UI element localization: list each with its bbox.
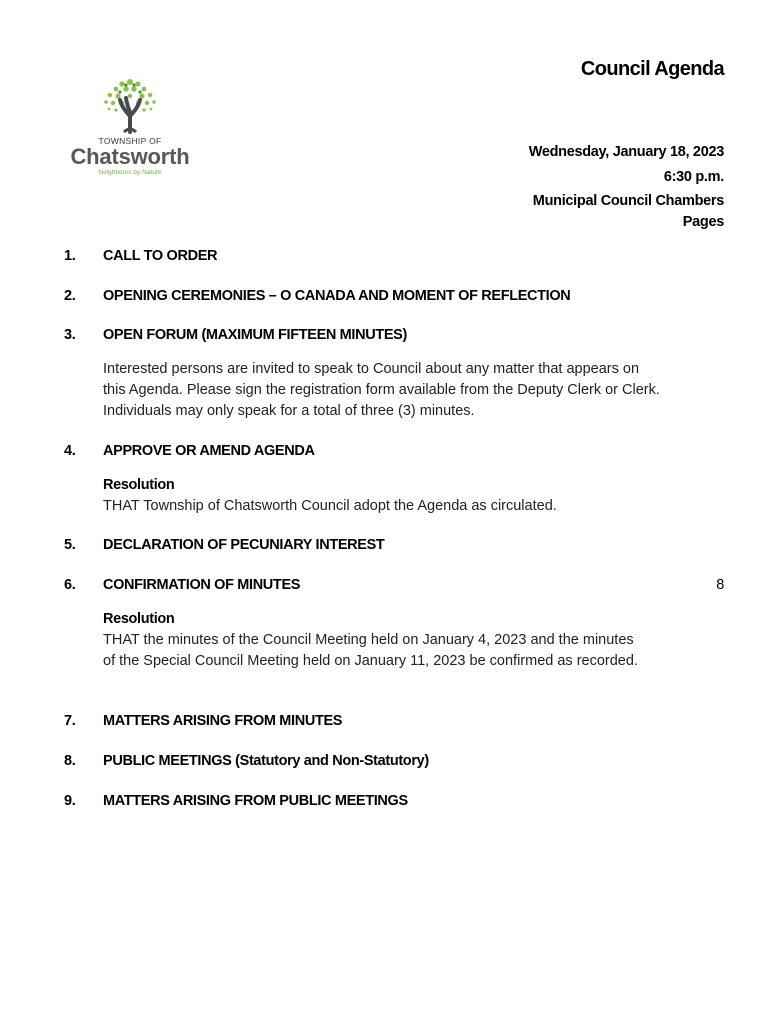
item-number: 5. bbox=[64, 537, 76, 553]
township-logo bbox=[66, 76, 194, 186]
item-number: 7. bbox=[64, 713, 76, 729]
meeting-time: 6:30 p.m. bbox=[663, 169, 724, 185]
resolution-label: Resolution bbox=[103, 477, 175, 493]
item-title: DECLARATION OF PECUNIARY INTEREST bbox=[103, 537, 385, 553]
item-description: Interested persons are invited to speak to Council about any matter that appears on this Agenda. Please sign the registration form available from the Deputy Clerk or Clerk. Individuals may only speak for a total of three (3) minutes. bbox=[103, 361, 660, 419]
resolution-text: THAT Township of Chatsworth Council adopt the Agenda as circulated. bbox=[103, 498, 557, 514]
item-title: PUBLIC MEETINGS (Statutory and Non-Statutory) bbox=[103, 753, 429, 769]
item-title: CONFIRMATION OF MINUTES bbox=[103, 577, 301, 593]
logo-name: Chatsworth bbox=[70, 144, 190, 169]
page-number: 8 bbox=[716, 577, 724, 593]
item-number: 4. bbox=[64, 443, 76, 459]
item-title: OPEN FORUM (MAXIMUM FIFTEEN MINUTES) bbox=[103, 327, 407, 343]
resolution-text: THAT the minutes of the Council Meeting held on January 4, 2023 and the minutes of the Special Council Meeting held on January 11, 2023 be confirmed as recorded. bbox=[103, 632, 638, 669]
logo-line1: TOWNSHIP OF bbox=[98, 136, 162, 146]
item-number: 9. bbox=[64, 793, 76, 809]
item-title: MATTERS ARISING FROM PUBLIC MEETINGS bbox=[103, 793, 408, 809]
pages-column-label: Pages bbox=[682, 214, 724, 230]
meeting-date: Wednesday, January 18, 2023 bbox=[528, 144, 724, 160]
item-number: 3. bbox=[64, 327, 76, 343]
item-title: MATTERS ARISING FROM MINUTES bbox=[103, 713, 343, 729]
item-number: 1. bbox=[64, 248, 76, 264]
meeting-location: Municipal Council Chambers bbox=[532, 193, 724, 209]
item-title: OPENING CEREMONIES – O CANADA AND MOMENT OF REFLECTION bbox=[103, 288, 571, 304]
tree-logo-icon bbox=[96, 76, 164, 136]
item-number: 2. bbox=[64, 288, 76, 304]
resolution-label: Resolution bbox=[103, 611, 175, 627]
item-number: 8. bbox=[64, 753, 76, 769]
item-number: 6. bbox=[64, 577, 76, 593]
item-title: APPROVE OR AMEND AGENDA bbox=[103, 443, 315, 459]
logo-tagline: Neighbours by Nature bbox=[98, 169, 162, 176]
page-title: Council Agenda bbox=[580, 58, 724, 80]
item-title: CALL TO ORDER bbox=[103, 248, 218, 264]
